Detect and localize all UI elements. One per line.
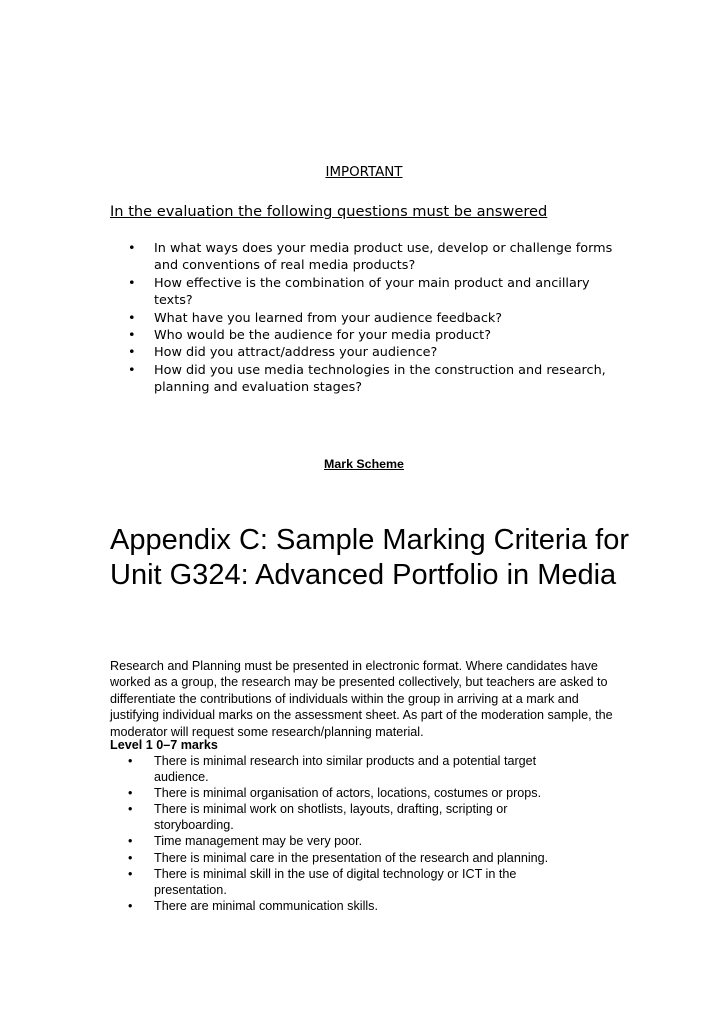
criteria-item [110, 850, 580, 866]
question-text: In what ways does your media product use, develop or challenge forms and conventions of real media products? [154, 241, 613, 274]
criteria-text: There are minimal communication skills. [154, 898, 378, 913]
bullet-icon: • [128, 310, 136, 326]
evaluation-question [110, 310, 630, 327]
question-text: What have you learned from your audience feedback? [154, 310, 503, 326]
criteria-text: There is minimal organisation of actors, locations, costumes or props. [154, 786, 542, 801]
important-heading: IMPORTANT [325, 165, 403, 180]
criteria-text: There is minimal work on shotlists, layouts, drafting, scripting or storyboarding. [154, 802, 508, 833]
questions-heading: In the evaluation the following questions must be answered [110, 203, 548, 220]
bullet-icon: • [128, 241, 136, 256]
bullet-icon: • [128, 275, 136, 291]
bullet-icon: • [128, 898, 133, 913]
bullet-icon: • [128, 345, 136, 361]
appendix-title: Appendix C: Sample Marking Criteria for Unit G324: Advanced Portfolio in Media [110, 524, 629, 591]
bullet-icon: • [128, 786, 133, 801]
criteria-text: There is minimal research into similar products and a potential target audience. [154, 754, 537, 785]
bullet-icon: • [128, 834, 133, 849]
bullet-icon: • [128, 754, 133, 768]
evaluation-question [110, 327, 630, 344]
level-criteria-list [110, 753, 580, 914]
criteria-item [110, 785, 580, 801]
criteria-item [110, 753, 580, 785]
criteria-text: Time management may be very poor. [154, 834, 363, 849]
evaluation-questions-list [110, 240, 630, 397]
criteria-text: There is minimal skill in the use of digital technology or ICT in the presentation. [154, 866, 517, 897]
criteria-text: There is minimal care in the presentation of the research and planning. [154, 850, 549, 865]
level-heading: Level 1 0–7 marks [110, 738, 218, 752]
evaluation-question [110, 362, 630, 397]
evaluation-question [110, 275, 630, 310]
bullet-icon: • [128, 866, 133, 881]
question-text: Who would be the audience for your media product? [154, 328, 491, 344]
evaluation-question [110, 240, 630, 275]
bullet-icon: • [128, 850, 133, 865]
criteria-item [110, 833, 580, 849]
bullet-icon: • [128, 328, 136, 344]
question-text: How did you use media technologies in the construction and research, planning and evaluation stages? [154, 362, 606, 396]
question-text: How effective is the combination of your main product and ancillary texts? [154, 275, 590, 309]
evaluation-question [110, 344, 630, 361]
intro-paragraph: Research and Planning must be presented in electronic format. Where candidates have worked as a group, the research may be presented collectively, but teachers are asked to differentiate the contributions of individuals within the group in arriving at a mark and justifying individual marks on the assessment sheet. As part of the moderation sample, the moderator will request some research/planning material. [110, 659, 613, 739]
question-text: How did you attract/address your audience? [154, 345, 438, 361]
bullet-icon: • [128, 362, 136, 378]
mark-scheme-heading: Mark Scheme [324, 457, 404, 471]
bullet-icon: • [128, 802, 133, 817]
criteria-item [110, 866, 580, 898]
criteria-item [110, 898, 580, 914]
criteria-item [110, 801, 580, 833]
